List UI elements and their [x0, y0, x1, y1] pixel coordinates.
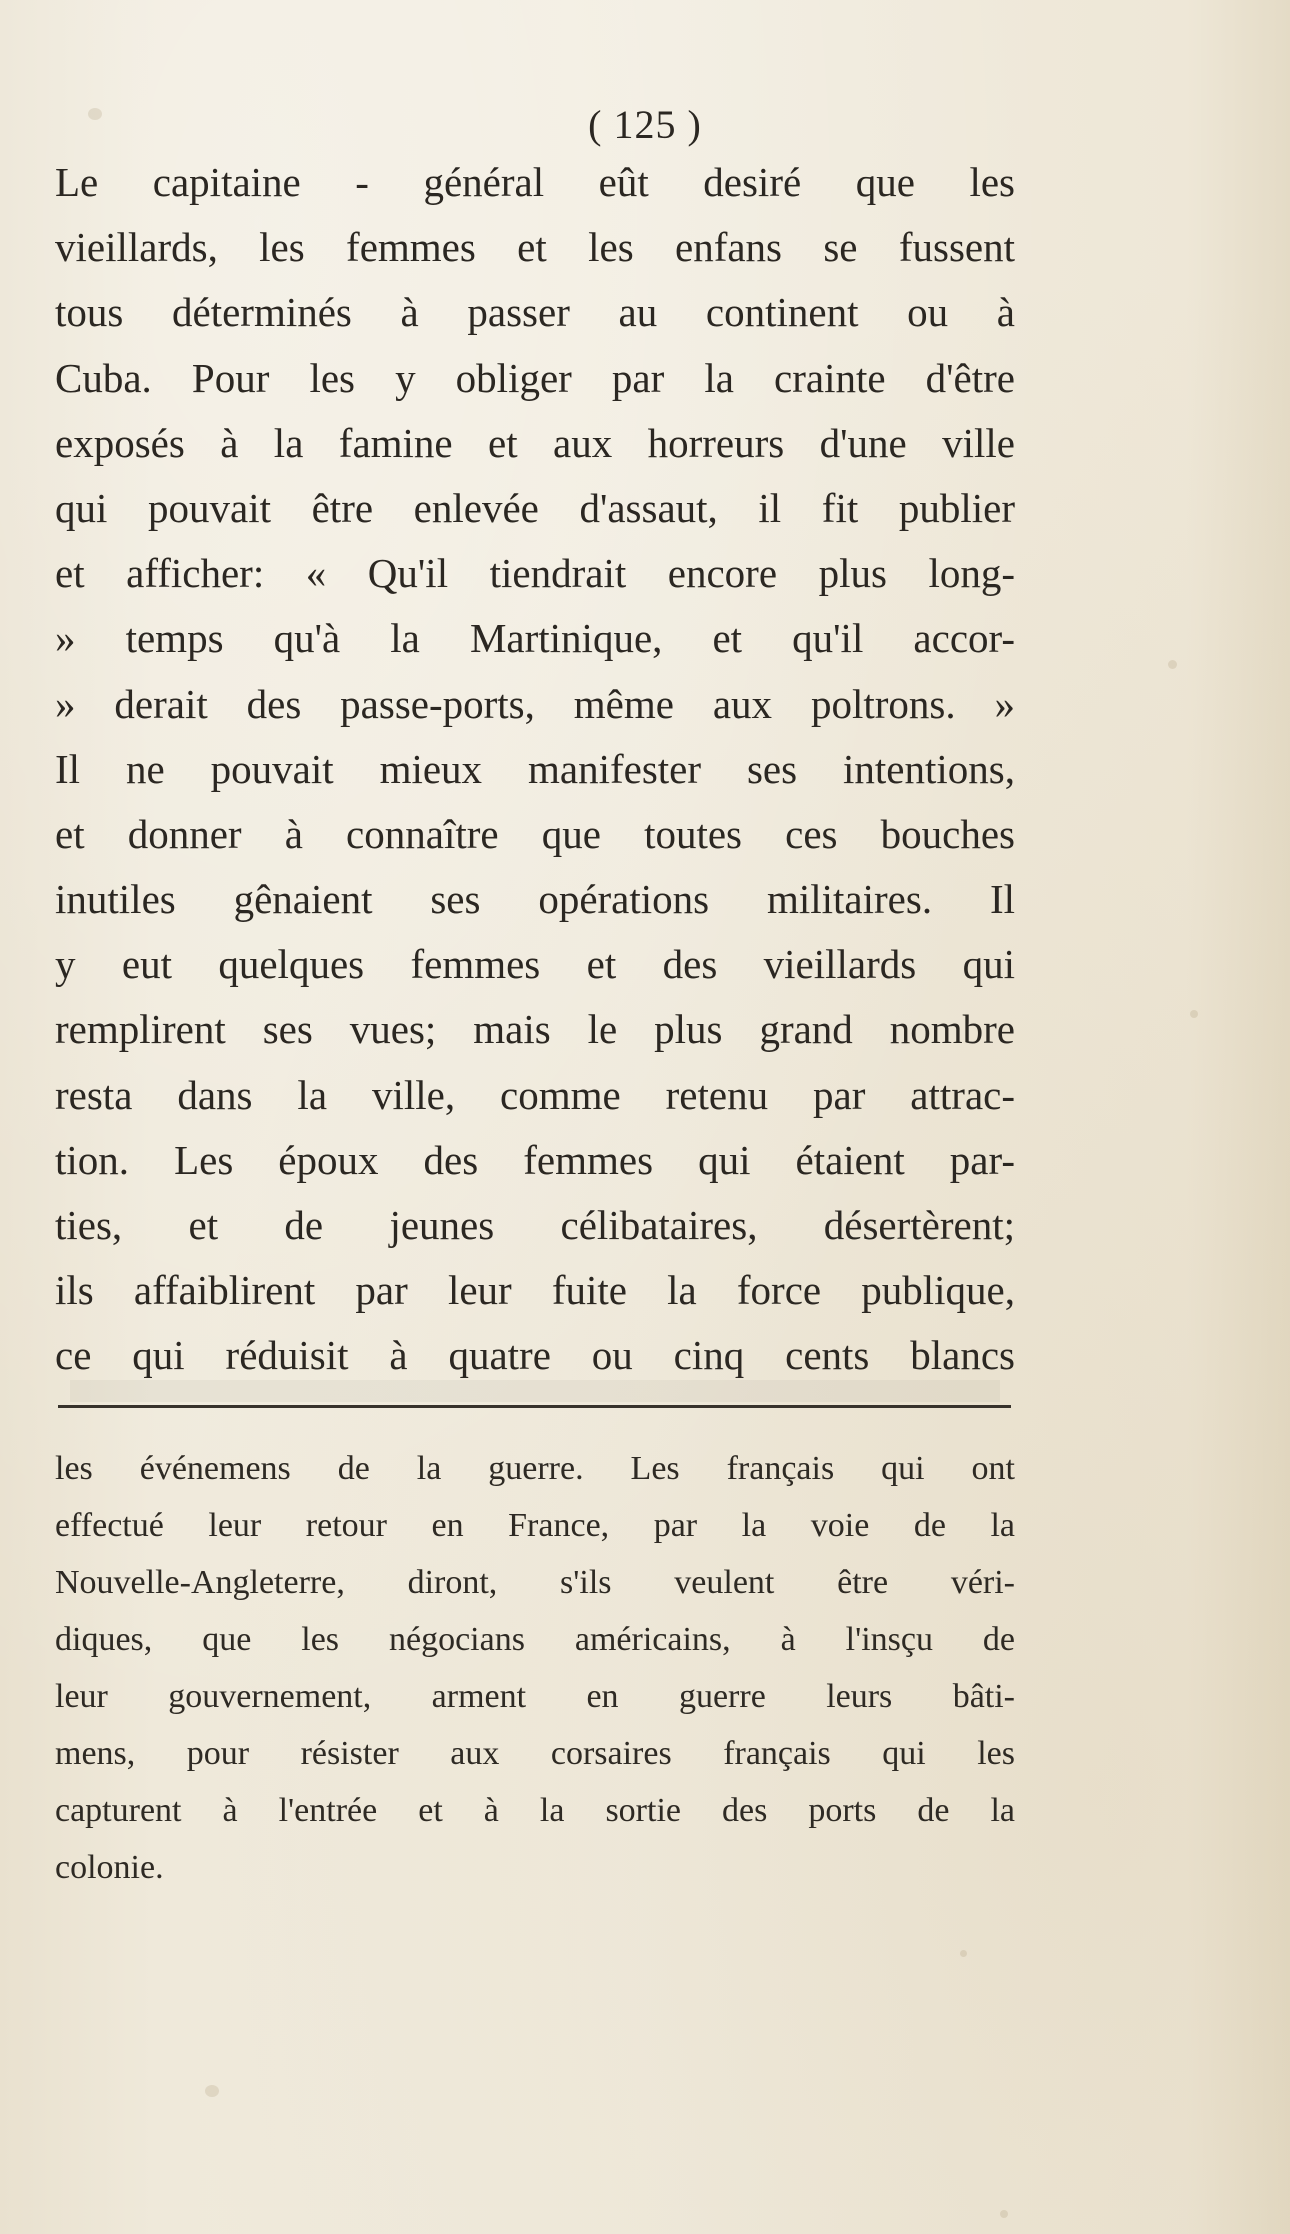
- text-line: y eut quelques femmes et des vieillards qui: [55, 941, 1015, 988]
- text-line: » temps qu'à la Martinique, et qu'il accor-: [55, 615, 1015, 662]
- show-through-shadow: [70, 1380, 1000, 1402]
- text-line: ce qui réduisit à quatre ou cinq cents blancs: [55, 1332, 1015, 1379]
- text-line: Le capitaine - général eût desiré que les: [55, 159, 1015, 205]
- ink-spot: [1190, 1010, 1198, 1018]
- text-line: exposés à la famine et aux horreurs d'une ville: [55, 419, 1015, 466]
- ink-spot: [205, 2085, 219, 2097]
- footnote-line: mens, pour résister aux corsaires français qui les: [55, 1735, 1015, 1772]
- text-line: inutiles gênaient ses opérations militaires. Il: [55, 876, 1015, 923]
- text-line: ties, et de jeunes célibataires, désertèrent;: [55, 1202, 1015, 1248]
- text-line: » derait des passe-ports, même aux poltrons. »: [55, 680, 1015, 727]
- footnote-line: Nouvelle-Angleterre, diront, s'ils veulent être véri-: [55, 1564, 1015, 1601]
- ink-spot: [1168, 660, 1177, 669]
- footnote-line: effectué leur retour en France, par la voie de la: [55, 1507, 1015, 1544]
- text-line: et donner à connaître que toutes ces bouches: [55, 810, 1015, 857]
- footnote-rule: [58, 1405, 1011, 1408]
- text-line: remplirent ses vues; mais le plus grand nombre: [55, 1006, 1015, 1053]
- footnote-line: diques, que les négocians américains, à l'insçu de: [55, 1621, 1015, 1658]
- text-line: et afficher: « Qu'il tiendrait encore plus long-: [55, 550, 1015, 597]
- footnote-line: colonie.: [55, 1849, 164, 1886]
- text-line: Il ne pouvait mieux manifester ses intentions,: [55, 745, 1015, 792]
- text-line: qui pouvait être enlevée d'assaut, il fit publier: [55, 484, 1015, 531]
- main-text: [55, 150, 1015, 1389]
- page-number: ( 125 ): [588, 102, 702, 147]
- ink-spot: [1000, 2210, 1008, 2218]
- text-line: Cuba. Pour les y obliger par la crainte d'être: [55, 354, 1015, 401]
- text-line: resta dans la ville, comme retenu par attrac-: [55, 1071, 1015, 1118]
- text-line: ils affaiblirent par leur fuite la force publique,: [55, 1267, 1015, 1314]
- footnote: [55, 1440, 1015, 1896]
- text-line: vieillards, les femmes et les enfans se fussent: [55, 224, 1015, 271]
- text-line: tion. Les époux des femmes qui étaient par-: [55, 1136, 1015, 1183]
- footnote-line: leur gouvernement, arment en guerre leurs bâti-: [55, 1678, 1015, 1715]
- text-line: tous déterminés à passer au continent ou à: [55, 289, 1015, 336]
- footnote-line: capturent à l'entrée et à la sortie des ports de la: [55, 1792, 1015, 1829]
- ink-spot: [960, 1950, 967, 1957]
- footnote-line: les événemens de la guerre. Les français qui ont: [55, 1450, 1015, 1487]
